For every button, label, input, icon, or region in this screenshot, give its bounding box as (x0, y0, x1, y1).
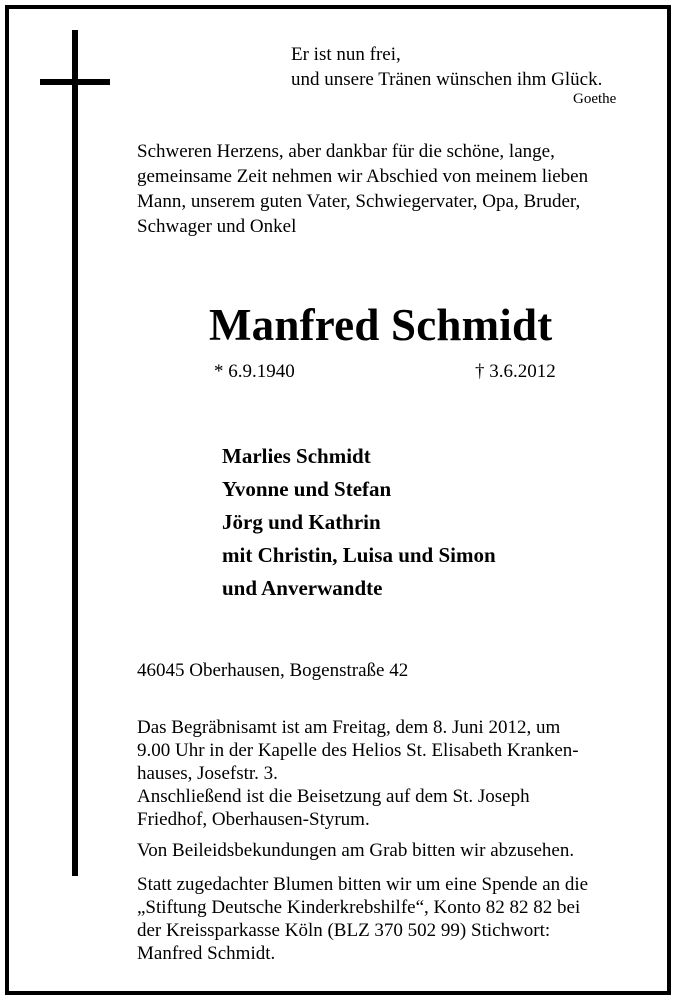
intro-line: gemeinsame Zeit nehmen wir Abschied von meinem lieben (137, 166, 589, 187)
cross-vertical-bar (72, 30, 78, 876)
obituary-notice (5, 5, 671, 995)
family-member: und Anverwandte (222, 576, 383, 600)
intro-text (137, 139, 641, 239)
funeral-info (137, 716, 641, 831)
intro-line: Schweren Herzens, aber dankbar für die schöne, lange, (137, 141, 555, 162)
quote (291, 42, 602, 92)
death-date: † 3.6.2012 (475, 361, 556, 382)
quote-author: Goethe (573, 91, 617, 107)
funeral-line: 9.00 Uhr in der Kapelle des Helios St. Elisabeth Kranken- (137, 740, 579, 761)
condolence-line: Von Beileidsbekundungen am Grab bitten wir abzusehen. (137, 840, 575, 861)
donation-line: der Kreissparkasse Köln (BLZ 370 502 99) Stichwort: (137, 920, 551, 941)
family-member: Jörg und Kathrin (222, 510, 381, 534)
quote-line: Er ist nun frei, (291, 44, 401, 65)
donation-info (137, 873, 641, 965)
condolence-note (137, 839, 641, 862)
donation-line: Manfred Schmidt. (137, 943, 276, 964)
funeral-line: Das Begräbnisamt ist am Freitag, dem 8. Juni 2012, um (137, 717, 561, 738)
family-member: Yvonne und Stefan (222, 477, 392, 501)
intro-line: Mann, unserem guten Vater, Schwiegervater, Opa, Bruder, (137, 191, 581, 212)
cross-horizontal-bar (40, 79, 110, 85)
donation-line: „Stiftung Deutsche Kinderkrebshilfe“, Konto 82 82 82 bei (137, 897, 581, 918)
quote-line: und unsere Tränen wünschen ihm Glück. (291, 69, 603, 90)
family-member: Marlies Schmidt (222, 444, 371, 468)
birth-date: * 6.9.1940 (214, 361, 295, 382)
funeral-line: Friedhof, Oberhausen-Styrum. (137, 809, 370, 830)
deceased-name: Manfred Schmidt (209, 300, 553, 350)
intro-line: Schwager und Onkel (137, 216, 297, 237)
donation-line: Statt zugedachter Blumen bitten wir um eine Spende an die (137, 874, 589, 895)
family-address: 46045 Oberhausen, Bogenstraße 42 (137, 660, 409, 681)
family-list (222, 440, 496, 605)
family-member: mit Christin, Luisa und Simon (222, 543, 496, 567)
funeral-line: hauses, Josefstr. 3. (137, 763, 278, 784)
funeral-line: Anschließend ist die Beisetzung auf dem St. Joseph (137, 786, 530, 807)
